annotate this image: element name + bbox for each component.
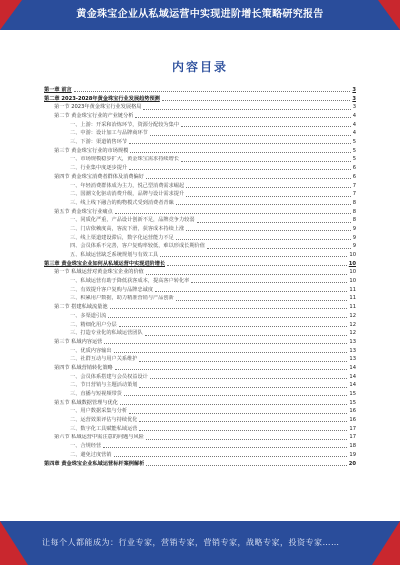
toc-entry-page-number: 5 (352, 156, 356, 163)
toc-entry-label: 二、中游：设计加工与品牌商环节 (70, 130, 148, 137)
toc-leader-dots (74, 91, 351, 92)
toc-leader-dots (197, 222, 351, 223)
toc-leader-dots (145, 335, 348, 336)
toc-entry-label: 三、直播与短视频带货 (70, 391, 122, 398)
toc-entry-label: 第四节 黄金珠宝消费者群体及消费偏好 (54, 173, 144, 180)
toc-entry[interactable] (44, 364, 356, 373)
toc-leader-dots (129, 143, 351, 144)
toc-entry-label: 第四章 黄金珠宝企业私域运营标杆案例解析 (44, 460, 145, 467)
toc-entry[interactable] (44, 434, 356, 443)
toc-entry-page-number: 13 (349, 356, 356, 363)
toc-entry[interactable] (44, 390, 356, 399)
report-title: 黄金珠宝企业从私域运营中实现进阶增长策略研究报告 (76, 9, 324, 20)
toc-entry[interactable] (44, 407, 356, 416)
toc-entry-label: 一、同质化严重，产品设计创新不足，品牌竞争力较弱 (70, 217, 195, 224)
toc-entry[interactable] (44, 190, 356, 199)
toc-entry-label: 第二节 搭建私域流量池 (54, 304, 108, 311)
toc-leader-dots (115, 213, 351, 214)
toc-leader-dots (139, 430, 347, 431)
toc-entry-page-number: 9 (352, 225, 356, 232)
toc-leader-dots (135, 117, 350, 118)
toc-entry-page-number: 4 (352, 121, 356, 128)
toc-entry-page-number: 3 (352, 95, 356, 102)
toc-entry-page-number: 6 (352, 165, 356, 172)
toc-leader-dots (139, 361, 347, 362)
toc-leader-dots (115, 369, 348, 370)
toc-entry-label: 第六节 私域运营中需注意的问题与风险 (54, 434, 144, 441)
toc-leader-dots (150, 135, 351, 136)
toc-entry-label: 二、节日营销与主题活动策划 (70, 382, 138, 389)
toc-heading: 内容目录 (171, 60, 228, 74)
toc-entry[interactable] (44, 329, 356, 338)
toc-entry-page-number: 12 (349, 330, 356, 337)
toc-leader-dots (181, 161, 351, 162)
toc-entry-label: 三、打造专业化的私域运营团队 (70, 330, 143, 337)
toc-entry-page-number: 10 (349, 278, 356, 285)
toc-entry[interactable] (44, 338, 356, 347)
toc-entry-label: 第二章 2023-2028年黄金珠宝行业发展趋势预测 (44, 95, 160, 102)
toc-entry-page-number: 14 (349, 373, 356, 380)
toc-entry-page-number: 16 (349, 408, 356, 415)
toc-entry[interactable] (44, 156, 356, 165)
toc-leader-dots (160, 256, 347, 257)
toc-entry-page-number: 8 (352, 217, 356, 224)
toc-entry[interactable] (44, 286, 356, 295)
toc-entry-label: 三、积累用户数据，助力精准营销与产品创新 (70, 295, 174, 302)
report-footer-banner (0, 521, 400, 565)
toc-entry[interactable] (44, 216, 356, 225)
toc-entry-label: 一、私域运营有助于降低获客成本，提高客户转化率 (70, 278, 190, 285)
toc-entry-label: 第三节 黄金珠宝行业的市场规模 (54, 147, 129, 154)
toc-entry-page-number: 10 (349, 252, 356, 259)
toc-entry-page-number: 7 (352, 182, 356, 189)
toc-entry[interactable] (44, 234, 356, 243)
toc-entry-page-number: 14 (349, 382, 356, 389)
toc-entry-page-number: 12 (349, 312, 356, 319)
toc-entry[interactable] (44, 381, 356, 390)
toc-entry[interactable] (44, 321, 356, 330)
toc-leader-dots (146, 439, 348, 440)
toc-leader-dots (119, 326, 348, 327)
toc-entry[interactable] (44, 199, 356, 208)
toc-entry-label: 第五节 黄金珠宝行业痛点 (54, 208, 113, 215)
toc-entry-page-number: 6 (352, 173, 356, 180)
toc-entry[interactable] (44, 260, 356, 269)
toc-entry-page-number: 13 (349, 338, 356, 345)
toc-entry-page-number: 5 (352, 147, 356, 154)
toc-entry[interactable] (44, 251, 356, 260)
toc-entry[interactable] (44, 225, 356, 234)
table-of-contents (44, 86, 356, 510)
toc-entry-page-number: 12 (349, 321, 356, 328)
toc-entry[interactable] (44, 242, 356, 251)
toc-leader-dots (181, 126, 351, 127)
toc-entry-label: 第五节 私域数据管理与优化 (54, 399, 118, 406)
toc-entry-page-number: 9 (352, 243, 356, 250)
toc-leader-dots (176, 239, 351, 240)
toc-leader-dots (139, 387, 347, 388)
toc-leader-dots (108, 317, 347, 318)
toc-entry[interactable] (44, 303, 356, 312)
toc-entry-page-number: 16 (349, 417, 356, 424)
toc-entry-page-number: 15 (349, 391, 356, 398)
footer-left-accent (0, 521, 28, 565)
toc-leader-dots (176, 204, 351, 205)
toc-entry-label: 第二节 黄金珠宝行业的产业链分析 (54, 113, 134, 120)
toc-entry-page-number: 17 (349, 425, 356, 432)
toc-entry[interactable] (44, 442, 356, 451)
toc-entry-label: 二、行业集中度逐步提升 (70, 165, 128, 172)
toc-entry[interactable] (44, 268, 356, 277)
toc-entry-label: 二、精细化用户分层 (70, 321, 117, 328)
toc-entry[interactable] (44, 121, 356, 130)
toc-entry[interactable] (44, 460, 356, 469)
toc-entry-page-number: 19 (349, 451, 356, 458)
toc-entry-label: 第四节 私域营销转化策略 (54, 364, 113, 371)
report-header-banner (0, 0, 400, 30)
toc-entry-page-number: 3 (352, 104, 356, 111)
toc-entry-page-number: 8 (352, 208, 356, 215)
toc-entry[interactable] (44, 138, 356, 147)
toc-leader-dots (162, 100, 351, 101)
toc-leader-dots (114, 352, 348, 353)
toc-leader-dots (146, 178, 351, 179)
toc-entry-label: 一、年轻消费群体成为主力，悦己型消费需求崛起 (70, 182, 185, 189)
toc-entry-page-number: 11 (349, 295, 356, 302)
toc-entry-label: 第一节 2023年黄金珠宝行业发展格局 (54, 104, 142, 111)
toc-leader-dots (186, 196, 351, 197)
toc-entry-page-number: 8 (352, 199, 356, 206)
toc-leader-dots (129, 413, 347, 414)
toc-entry[interactable] (44, 173, 356, 182)
toc-entry-label: 一、市场规模稳步扩大，黄金珠宝需求持续增长 (70, 156, 179, 163)
toc-leader-dots (130, 152, 350, 153)
toc-leader-dots (186, 230, 351, 231)
toc-entry-page-number: 7 (352, 191, 356, 198)
toc-leader-dots (176, 300, 348, 301)
toc-entry-page-number: 11 (349, 286, 356, 293)
toc-entry[interactable] (44, 164, 356, 173)
toc-leader-dots (129, 169, 351, 170)
toc-entry-label: 三、线上线下融合的购物模式受到消费者青睐 (70, 199, 174, 206)
toc-entry[interactable] (44, 277, 356, 286)
toc-entry[interactable] (44, 129, 356, 138)
toc-entry-label: 二、避免过度营销 (70, 451, 112, 458)
toc-entry[interactable] (44, 182, 356, 191)
toc-entry-label: 二、有效提升客户复购与品牌忠诚度 (70, 286, 154, 293)
toc-entry-label: 四、会员体系不完善，客户复购率较低，难以形成长期价值 (70, 243, 205, 250)
toc-entry-label: 第三节 私域内容运营 (54, 338, 103, 345)
toc-entry-label: 第一章 前言 (44, 86, 72, 93)
toc-entry-label: 一、合规经营 (70, 443, 102, 450)
toc-leader-dots (146, 274, 348, 275)
toc-leader-dots (186, 187, 351, 188)
toc-entry-page-number: 4 (352, 113, 356, 120)
toc-entry-label: 二、社群互动与用户关系维护 (70, 356, 138, 363)
toc-entry-page-number: 13 (349, 347, 356, 354)
toc-entry-label: 三、数字化工具赋能私域运营 (70, 425, 138, 432)
toc-leader-dots (146, 465, 346, 466)
toc-entry-label: 一、上游：开采和冶炼环节，资源分配较为集中 (70, 121, 179, 128)
toc-entry-page-number: 10 (348, 260, 356, 267)
toc-entry-page-number: 17 (349, 434, 356, 441)
toc-entry-label: 一、会员体系搭建与会员权益设计 (70, 373, 148, 380)
toc-entry-label: 五、私域运营缺乏系统规划与有效工具 (70, 252, 159, 259)
toc-entry[interactable] (44, 208, 356, 217)
toc-entry[interactable] (44, 95, 356, 104)
toc-entry-page-number: 15 (349, 399, 356, 406)
toc-leader-dots (207, 248, 351, 249)
toc-entry-label: 一、优质内容输出 (70, 347, 112, 354)
toc-entry-label: 二、运营效果评估与持续优化 (70, 417, 138, 424)
toc-entry[interactable] (44, 399, 356, 408)
toc-leader-dots (139, 421, 347, 422)
toc-leader-dots (150, 378, 348, 379)
footer-right-accent (372, 521, 400, 565)
toc-entry-page-number: 3 (352, 86, 356, 93)
toc-entry[interactable] (44, 347, 356, 356)
toc-entry[interactable] (44, 373, 356, 382)
toc-leader-dots (103, 447, 347, 448)
toc-entry[interactable] (44, 355, 356, 364)
toc-leader-dots (120, 404, 347, 405)
toc-entry[interactable] (44, 416, 356, 425)
toc-entry[interactable] (44, 103, 356, 112)
toc-entry-page-number: 20 (348, 460, 356, 467)
toc-leader-dots (104, 343, 347, 344)
toc-entry-page-number: 4 (352, 130, 356, 137)
toc-entry-label: 一、用户数据采集与分析 (70, 408, 128, 415)
toc-entry-page-number: 11 (349, 304, 356, 311)
toc-leader-dots (143, 109, 350, 110)
toc-entry[interactable] (44, 451, 356, 460)
toc-entry-label: 三、线上渠道建设滞后，数字化运营能力不足 (70, 234, 174, 241)
toc-leader-dots (191, 282, 347, 283)
footer-slogan: 让每个人都能成为：行业专家，营销专家，营销专家，战略专家，投资专家…… (42, 538, 340, 547)
toc-entry[interactable] (44, 312, 356, 321)
toc-entry-label: 一、多渠道引流 (70, 312, 107, 319)
toc-entry-label: 三、下游：渠道销售环节 (70, 139, 128, 146)
toc-entry-label: 二、门店依赖度高，客流下滑，获客成本持续上涨 (70, 225, 185, 232)
toc-entry[interactable] (44, 86, 356, 95)
toc-entry[interactable] (44, 147, 356, 156)
toc-leader-dots (124, 395, 348, 396)
toc-leader-dots (110, 308, 348, 309)
toc-entry-label: 第三章 黄金珠宝企业如何从私域运营中实现进阶增长 (44, 260, 166, 267)
toc-entry[interactable] (44, 425, 356, 434)
toc-entry-page-number: 18 (349, 443, 356, 450)
toc-entry-label: 第一节 私域运营对黄金珠宝企业的价值 (54, 269, 144, 276)
toc-leader-dots (114, 456, 348, 457)
toc-leader-dots (167, 265, 347, 266)
toc-entry-label: 二、国潮文化驱动消费升级，品牌与设计需求提升 (70, 191, 185, 198)
toc-entry-page-number: 5 (352, 139, 356, 146)
toc-entry-page-number: 9 (352, 234, 356, 241)
toc-entry-page-number: 14 (349, 364, 356, 371)
toc-entry-page-number: 10 (349, 269, 356, 276)
toc-leader-dots (155, 291, 347, 292)
toc-entry[interactable] (44, 112, 356, 121)
toc-entry[interactable] (44, 295, 356, 304)
